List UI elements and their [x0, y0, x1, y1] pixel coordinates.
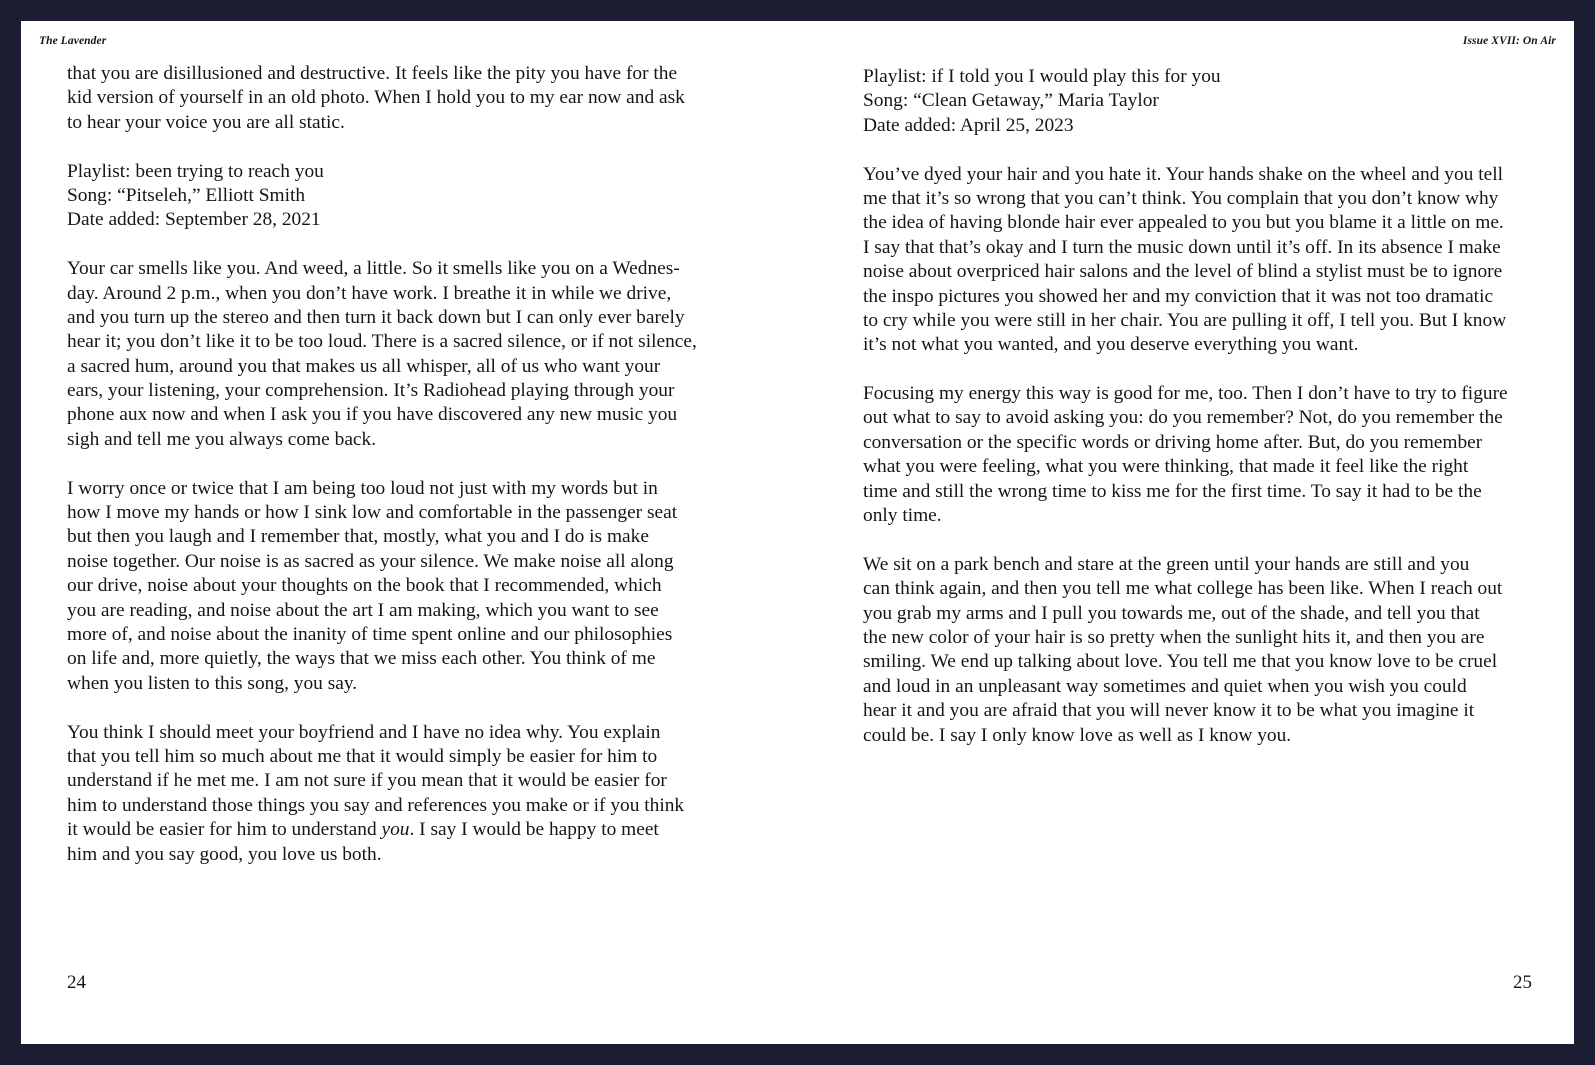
text-run: to cry while you were still in her chair. You are pulling it off, I tell you. But I know — [863, 309, 1507, 331]
text-line — [67, 62, 767, 86]
text-line — [67, 647, 767, 671]
text-run: Date added: April 25, 2023 — [863, 114, 1074, 136]
text-run: that you tell him so much about me that it would simply be easier for him to — [67, 745, 658, 767]
text-line — [863, 724, 1563, 748]
text-run: I say that that’s okay and I turn the music down until it’s off. In its absence I make — [863, 236, 1501, 258]
text-run: time and still the wrong time to kiss me for the first time. To say it had to be the — [863, 480, 1482, 502]
text-run: out what to say to avoid asking you: do you remember? Not, do you remember the — [863, 407, 1503, 429]
text-line — [863, 504, 1563, 528]
text-line — [67, 525, 767, 549]
text-line — [863, 89, 1563, 113]
text-run: when you listen to this song, you say. — [67, 672, 358, 694]
text-run: You think I should meet your boyfriend and I have no idea why. You explain — [67, 721, 661, 743]
text-run: . I say I would be happy to meet — [409, 819, 659, 841]
text-run: understand if he met me. I am not sure if you mean that it would be easier for — [67, 770, 667, 792]
text-run: you grab my arms and I pull you towards me, out of the shade, and tell you that — [863, 602, 1480, 624]
text-line — [67, 550, 767, 574]
text-run: hear it; you don’t like it to be too loud. There is a sacred silence, or if not silence, — [67, 331, 697, 353]
text-line — [67, 330, 767, 354]
text-line — [863, 382, 1563, 406]
body-paragraph — [67, 62, 767, 135]
text-line — [863, 114, 1563, 138]
text-run: You’ve dyed your hair and you hate it. Your hands shake on the wheel and you tell — [863, 163, 1503, 185]
page-number-left: 24 — [67, 972, 86, 993]
paragraph-gap — [863, 528, 1563, 552]
text-line — [863, 602, 1563, 626]
paragraph-gap — [863, 138, 1563, 162]
text-line — [67, 794, 767, 818]
text-run: day. Around 2 p.m., when you don’t have work. I breathe it in while we drive, — [67, 282, 672, 304]
text-line — [863, 626, 1563, 650]
text-run: you are reading, and noise about the art I am making, which you want to see — [67, 599, 659, 621]
body-paragraph — [863, 553, 1563, 748]
text-line — [863, 211, 1563, 235]
text-run: Playlist: been trying to reach you — [67, 160, 324, 182]
text-run: and loud in an unpleasant way sometimes and quiet when you wish you could — [863, 675, 1467, 697]
text-run: noise together. Our noise is as sacred as your silence. We make noise all along — [67, 550, 674, 572]
text-line — [67, 672, 767, 696]
text-line — [863, 431, 1563, 455]
text-line — [863, 163, 1563, 187]
text-line — [67, 574, 767, 598]
page-number-right: 25 — [1513, 972, 1532, 993]
paragraph-gap — [67, 233, 767, 257]
italic-text: you — [381, 819, 410, 841]
text-run: phone aux now and when I ask you if you have discovered any new music you — [67, 404, 678, 426]
text-line — [863, 553, 1563, 577]
text-run: it’s not what you wanted, and you deserve everything you want. — [863, 334, 1359, 356]
text-line — [67, 428, 767, 452]
text-line — [67, 208, 767, 232]
text-run: could be. I say I only know love as well as I know you. — [863, 724, 1292, 746]
playlist-entry — [863, 65, 1563, 138]
text-run: I worry once or twice that I am being too loud not just with my words but in — [67, 477, 658, 499]
body-paragraph — [863, 163, 1563, 358]
text-run: Focusing my energy this way is good for me, too. Then I don’t have to try to figure — [863, 383, 1508, 405]
running-head-publication: The Lavender — [39, 35, 107, 47]
text-line — [863, 480, 1563, 504]
text-run: but then you laugh and I remember that, mostly, what you and I do is make — [67, 526, 649, 548]
text-line — [863, 699, 1563, 723]
body-paragraph — [67, 257, 767, 452]
text-run: him to understand those things you say and references you make or if you think — [67, 794, 685, 816]
text-run: the idea of having blonde hair ever appealed to you but you blame it a little on me. — [863, 212, 1504, 234]
text-line — [67, 111, 767, 135]
paragraph-gap — [863, 358, 1563, 382]
text-line — [67, 477, 767, 501]
body-paragraph — [863, 382, 1563, 528]
text-line — [67, 306, 767, 330]
text-line — [863, 65, 1563, 89]
text-line — [67, 184, 767, 208]
text-line — [67, 403, 767, 427]
text-run: and you turn up the stereo and then turn it back down but I can only ever barely — [67, 306, 685, 328]
text-run: more of, and noise about the inanity of time spent online and our philosophies — [67, 623, 673, 645]
text-run: Song: “Clean Getaway,” Maria Taylor — [863, 90, 1159, 112]
text-run: him and you say good, you love us both. — [67, 843, 382, 865]
text-run: our drive, noise about your thoughts on the book that I recommended, which — [67, 575, 662, 597]
right-page-body — [863, 65, 1563, 748]
text-line — [67, 721, 767, 745]
text-run: Song: “Pitseleh,” Elliott Smith — [67, 184, 306, 206]
text-run: Date added: September 28, 2021 — [67, 209, 321, 231]
text-run: Playlist: if I told you I would play this for you — [863, 66, 1221, 87]
text-line — [67, 843, 767, 867]
text-run: Your car smells like you. And weed, a little. So it smells like you on a Wednes- — [67, 258, 680, 280]
text-run: the new color of your hair is so pretty when the sunlight hits it, and then you are — [863, 626, 1485, 648]
text-line — [863, 285, 1563, 309]
text-line — [67, 282, 767, 306]
text-run: it would be easier for him to understand — [67, 819, 382, 841]
running-head-issue: Issue XVII: On Air — [1462, 35, 1556, 47]
text-line — [863, 455, 1563, 479]
text-run: sigh and tell me you always come back. — [67, 428, 377, 450]
text-line — [863, 260, 1563, 284]
text-run: how I move my hands or how I sink low and comfortable in the passenger seat — [67, 502, 678, 524]
magazine-spread — [21, 21, 1574, 1044]
text-line — [863, 187, 1563, 211]
text-run: that you are disillusioned and destructive. It feels like the pity you have for the — [67, 63, 678, 84]
text-line — [67, 355, 767, 379]
text-line — [67, 769, 767, 793]
text-run: me that it’s so wrong that you can’t think. You complain that you don’t know why — [863, 187, 1499, 209]
text-run: hear it and you are afraid that you will never know it to be what you imagine it — [863, 700, 1475, 722]
paragraph-gap — [67, 696, 767, 720]
text-run: to hear your voice you are all static. — [67, 111, 345, 133]
text-line — [67, 86, 767, 110]
text-run: conversation or the specific words or driving home after. But, do you remember — [863, 431, 1483, 453]
text-line — [67, 623, 767, 647]
text-line — [67, 599, 767, 623]
paragraph-gap — [67, 135, 767, 159]
text-line — [863, 650, 1563, 674]
text-run: ears, your listening, your comprehension. It’s Radiohead playing through your — [67, 380, 675, 402]
text-line — [67, 257, 767, 281]
text-run: kid version of yourself in an old photo. When I hold you to my ear now and ask — [67, 87, 685, 109]
text-line — [863, 309, 1563, 333]
text-line — [67, 501, 767, 525]
left-page-body — [67, 62, 767, 867]
text-run: We sit on a park bench and stare at the green until your hands are still and you — [863, 553, 1470, 575]
body-paragraph — [67, 721, 767, 867]
text-run: noise about overpriced hair salons and the level of blind a stylist must be to ignore — [863, 261, 1503, 283]
text-line — [863, 577, 1563, 601]
text-run: can think again, and then you tell me what college has been like. When I reach out — [863, 578, 1503, 600]
text-line — [67, 379, 767, 403]
text-line — [863, 675, 1563, 699]
playlist-entry — [67, 160, 767, 233]
text-line — [67, 745, 767, 769]
text-run: the inspo pictures you showed her and my conviction that it was not too dramatic — [863, 285, 1494, 307]
text-run: a sacred hum, around you that makes us all whisper, all of us who want your — [67, 355, 661, 377]
text-line — [67, 818, 767, 842]
text-run: only time. — [863, 505, 942, 527]
text-line — [863, 406, 1563, 430]
text-line — [863, 333, 1563, 357]
text-run: what you were feeling, what you were thinking, that made it feel like the right — [863, 456, 1469, 478]
text-line — [863, 236, 1563, 260]
text-line — [67, 160, 767, 184]
text-run: on life and, more quietly, the ways that we miss each other. You think of me — [67, 648, 656, 670]
paragraph-gap — [67, 452, 767, 476]
body-paragraph — [67, 477, 767, 697]
text-run: smiling. We end up talking about love. You tell me that you know love to be cruel — [863, 651, 1498, 673]
